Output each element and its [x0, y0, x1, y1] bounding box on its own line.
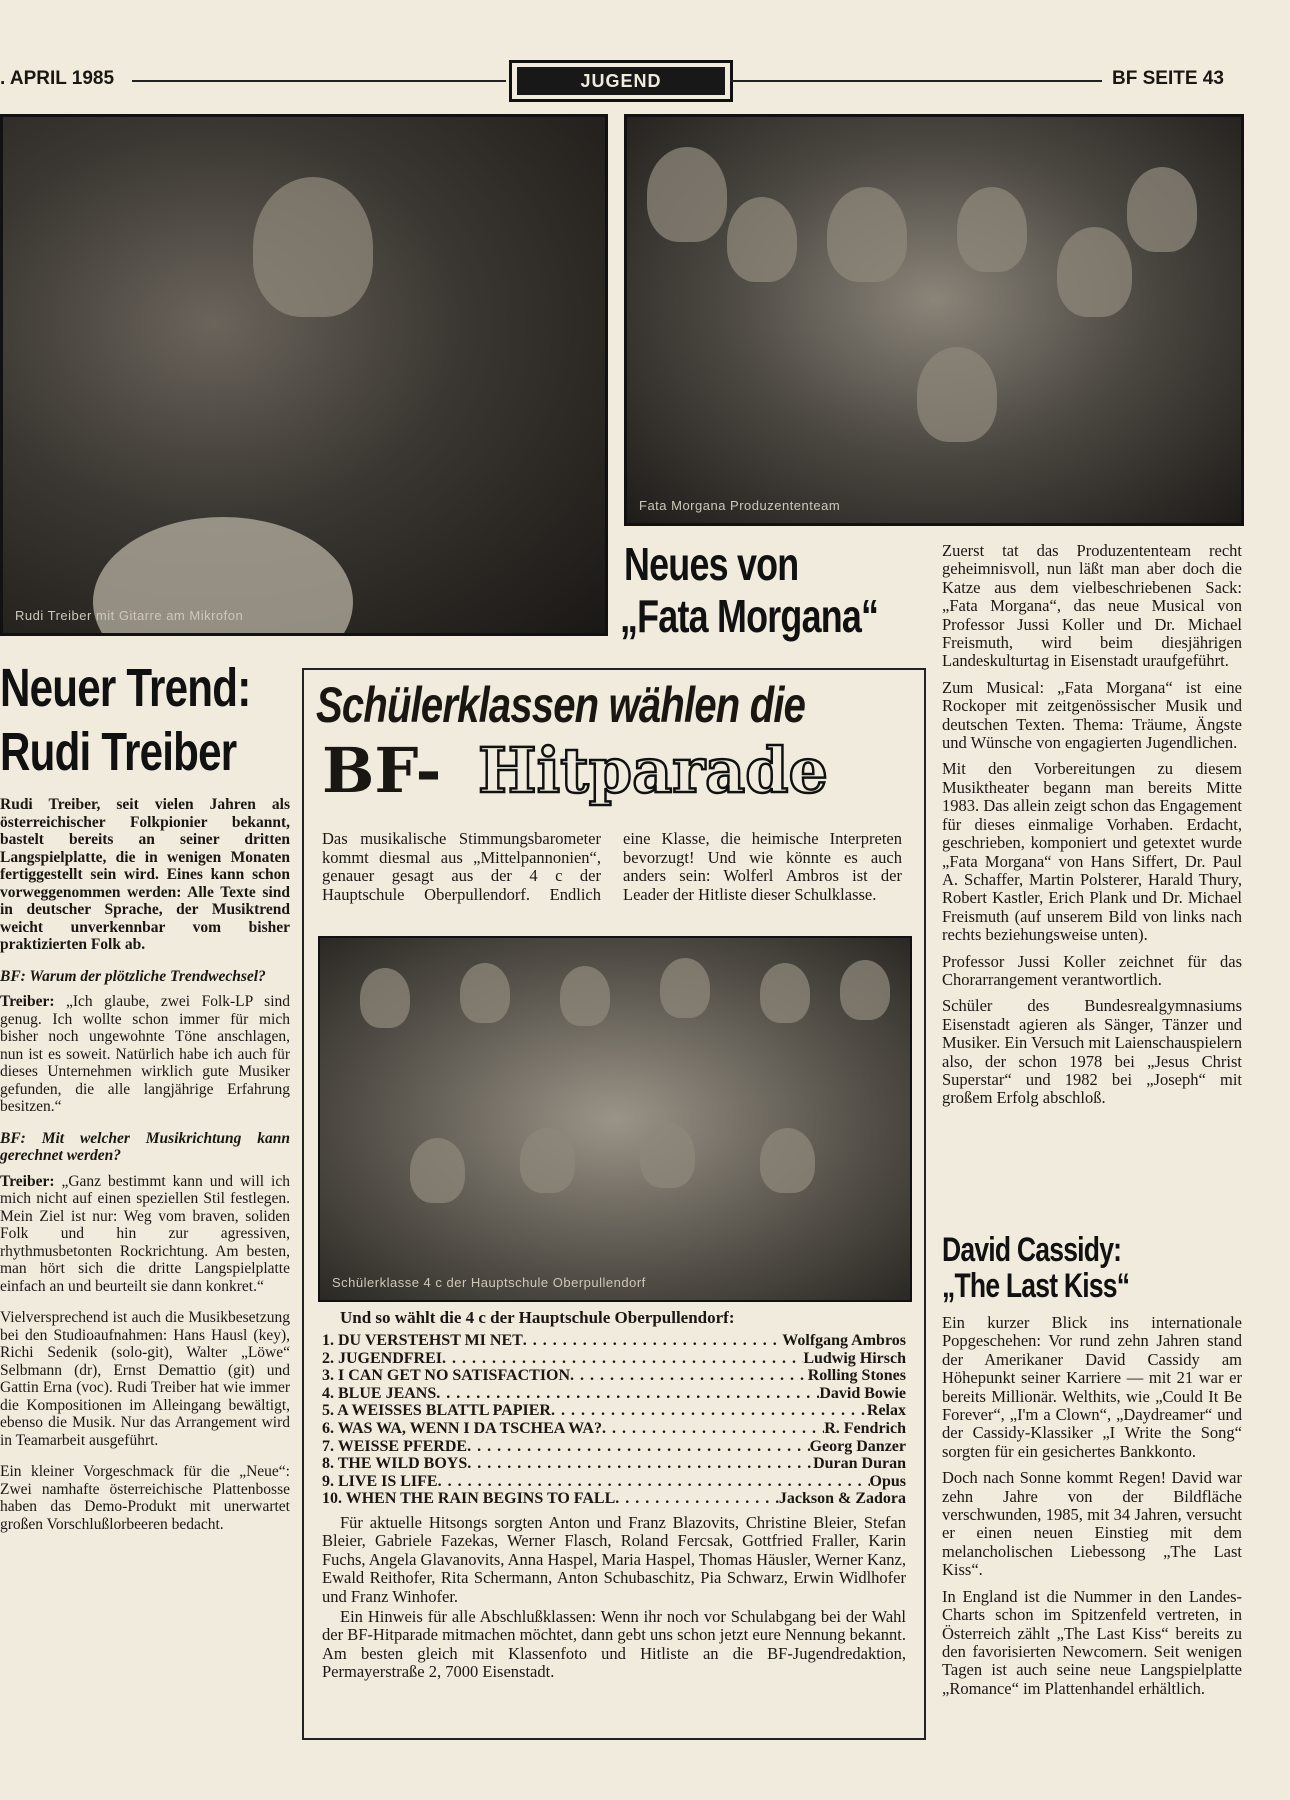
leader-dots: [467, 1438, 810, 1456]
song-title: 5. A WEISSES BLATTL PAPIER: [322, 1402, 551, 1420]
cassidy-paragraph: In England ist die Nummer in den Landes-Charts schon im Spitzenfeld vertreten, in Österreich zählt „The Last Kiss“ bereits zu den favorisierten Newcomern. Seit wenigen Tagen ist auch seine neue Langspielplatte „Romance“ im Plattenhandel erhältlich.: [942, 1586, 1242, 1698]
hitlist-row: [322, 1402, 906, 1420]
hitlist-row: [322, 1332, 906, 1350]
singer-figure: [253, 177, 373, 317]
treiber-lead: Rudi Treiber, seit vielen Jahren als österreichischer Folkpionier bekannt, bastelt bereits an seiner dritten Langspielplatte, die in wenigen Monaten fertiggestellt sein wird. Eines kann schon vorweggenommen werden: Alle Texte sind in deutscher Sprache, der Musiktrend weicht unverkennbar vom bisher praktizierten Folk ab.: [0, 796, 290, 953]
leader-dots: [523, 1332, 782, 1350]
fata-paragraph: Zum Musical: „Fata Morgana“ ist eine Rockoper mit zeitgenössischer Musik und deutschen Texten. Thema: Träume, Ängste und Wünsche von engagierten Jugendlichen.: [942, 677, 1242, 753]
band-member-7: [917, 347, 997, 442]
student-figure: [460, 963, 510, 1023]
cassidy-headline-line2: „The Last Kiss“: [942, 1267, 1130, 1305]
hitparade-title-line1: Schülerklassen wählen die: [316, 677, 806, 733]
student-figure: [560, 966, 610, 1026]
hitlist-row: [322, 1420, 906, 1438]
student-figure: [660, 958, 710, 1018]
hitlist-row: [322, 1490, 906, 1508]
song-title: 10. WHEN THE RAIN BEGINS TO FALL: [322, 1490, 616, 1508]
treiber-answer-1: [0, 993, 290, 1116]
section-label: JUGEND: [517, 67, 725, 95]
student-figure: [640, 1123, 695, 1188]
section-label-box: [509, 60, 733, 102]
song-artist: David Bowie: [819, 1384, 906, 1402]
song-title: 6. WAS WA, WENN I DA TSCHEA WA?: [322, 1419, 602, 1437]
header-date: . APRIL 1985: [0, 68, 115, 89]
song-artist: R. Fendrich: [824, 1419, 906, 1437]
hitparade-title-bf: BF-: [322, 734, 442, 807]
leader-dots: [467, 1455, 813, 1473]
band-member-5: [1057, 227, 1132, 317]
song-title: 3. I CAN GET NO SATISFACTION: [322, 1367, 571, 1385]
treiber-paragraph: Ein kleiner Vorgeschmack für die „Neue“: Zwei namhafte österreichische Plattenbosse haben das Demo-Produkt mit unerwartet großen Vorschlußlorbeeren bedacht.: [0, 1463, 290, 1533]
fata-paragraph: Zuerst tat das Produzententeam recht geheimnisvoll, nun läßt man aber doch die Katze aus dem vielbeschriebenen Sack: „Fata Morgana“, das neue Musical von Professor Jussi Koller und Dr. Michael Freismuth, wird beim diesjährigen Landeskulturtag in Eisenstadt uraufgeführt.: [942, 541, 1242, 671]
class-photo-caption: Schülerklasse 4 c der Hauptschule Oberpullendorf: [332, 1275, 646, 1290]
hitlist-title: Und so wählt die 4 c der Hauptschule Oberpullendorf:: [340, 1308, 735, 1327]
leader-dots: [438, 1473, 870, 1491]
band-member-1: [647, 147, 727, 242]
fata-paragraph: Mit den Vorbereitungen zu diesem Musiktheater begann man bereits Mitte 1983. Das allein zeigt schon das Engagement für dieses einmalige Vorhaben. Erdacht, geschrieben, komponiert und getextet wurde „Fata Morgana“ von Hans Siffert, Dr. Paul A. Schaffer, Martin Polsterer, Harald Thury, Robert Kastler, Erich Plank und Dr. Michael Freismuth (auf unserem Bild von links nach rechts beziehungsweise unten).: [942, 759, 1242, 945]
hitparade-footer: [322, 1514, 906, 1682]
song-artist: Opus: [869, 1472, 906, 1490]
treiber-headline-line2: Rudi Treiber: [0, 722, 237, 782]
cassidy-paragraph: Doch nach Sonne kommt Regen! David war zehn Jahre von der Bildfläche verschwunden, 1985, mit 34 Jahren, versucht er einen neuen Einstieg mit dem melancholischen Liebessong „The Last Kiss“.: [942, 1468, 1242, 1580]
band-member-2: [727, 197, 797, 282]
student-figure: [760, 963, 810, 1023]
band-member-6: [1127, 167, 1197, 252]
leader-dots: [442, 1350, 803, 1368]
fata-headline-line1: Neues von: [624, 538, 799, 590]
song-artist: Wolfgang Ambros: [782, 1332, 906, 1349]
singer-photo-caption: Rudi Treiber mit Gitarre am Mikrofon: [15, 608, 244, 623]
band-member-4: [957, 187, 1027, 272]
hitlist-row: [322, 1367, 906, 1385]
hitlist-row: [322, 1473, 906, 1491]
treiber-answer-2: [0, 1173, 290, 1296]
leader-dots: [615, 1490, 779, 1508]
song-artist: Ludwig Hirsch: [803, 1349, 906, 1367]
hitparade-credits: Für aktuelle Hitsongs sorgten Anton und Franz Blazovits, Christine Bleier, Stefan Bleier, Gabriele Fazekas, Werner Flasch, Roland Fercsak, Gottfried Fraller, Karin Fuchs, Angela Glavanovits, Anna Haspel, Maria Haspel, Thomas Häusler, Werner Kanz, Ewald Reithofer, Rita Schermann, Anton Schubaschitz, Pia Schwarz, Erwin Widlhofer und Franz Winhofer.: [322, 1513, 906, 1606]
singer-photo: [0, 114, 608, 636]
hitparade-title-hit: Hitparade: [478, 734, 828, 807]
hitparade-intro: Das musikalische Stimmungsbarometer kommt diesmal aus „Mittelpannonien“, genauer gesagt aus der 4 c der Hauptschule Oberpullendorf. Endlich eine Klasse, die heimische Interpreten bevorzugt! Und wie könnte es auch anders sein: Wolferl Ambros ist der Leader der Hitliste dieser Schulklasse.: [322, 829, 902, 904]
fata-article: [942, 542, 1242, 1108]
fata-paragraph: Professor Jussi Koller zeichnet für das Chorarrangement verantwortlich.: [942, 951, 1242, 989]
hitlist-row: [322, 1455, 906, 1473]
header-rule-left: [132, 80, 506, 82]
treiber-question-2: BF: Mit welcher Musikrichtung kann gerechnet werden?: [0, 1129, 290, 1164]
student-figure: [760, 1128, 815, 1193]
student-figure: [360, 968, 410, 1028]
song-artist: Duran Duran: [813, 1455, 906, 1473]
treiber-article: [0, 796, 290, 1533]
song-title: 8. THE WILD BOYS: [322, 1455, 468, 1473]
cassidy-article: [942, 1314, 1242, 1698]
answer-text: „Ganz bestimmt kann und will ich mich nicht auf einen speziellen Stil festlegen. Mein Ziel ist nur: Weg vom braven, soliden Folk und hin zur agressiven, rhythmusbetonten Rockrichtung. Am besten, man hört sich die dritte Langspielplatte einfach an und beurteilt sie dann konkret.“: [0, 1172, 290, 1295]
song-artist: Georg Danzer: [809, 1437, 906, 1455]
fata-paragraph: Schüler des Bundesrealgymnasiums Eisenstadt agieren als Sänger, Tänzer und Musiker. Ein Versuch mit Laienschauspielern also, der schon 1978 bei „Jesus Christ Superstar“ und 1982 bei „Joseph“ mit großem Erfolg abschloß.: [942, 996, 1242, 1108]
cassidy-paragraph: Ein kurzer Blick ins internationale Popgeschehen: Vor rund zehn Jahren stand der Amerikaner David Cassidy am Höhepunkt seiner Karriere — mit 21 war er bereits Millionär. Welthits, wie „Could It Be Forever“, „I'm a Clown“, „Daydreamer“ und der Cassidy-Klassiker „I Write the Song“ sorgten für ein gesichertes Bankkonto.: [942, 1313, 1242, 1461]
song-title: 4. BLUE JEANS: [322, 1384, 437, 1402]
song-artist: Jackson & Zadora: [778, 1490, 906, 1508]
hitlist-row: [322, 1350, 906, 1368]
song-artist: Relax: [866, 1402, 906, 1420]
band-photo-caption: Fata Morgana Produzententeam: [639, 498, 841, 513]
treiber-paragraph: Vielversprechend ist auch die Musikbesetzung bei den Studioaufnahmen: Hans Hausl (key), Richi Sedenik (solo-git), Walter „Löwe“ Selbmann (dr), Ernst Demattio (git) und Gattin Erna (voc). Rudi Treiber hat wie immer die Kompositionen im Alleingang bewältigt, ebenso die Musik. Nur das Arrangement wird in Teamarbeit ausgeführt.: [0, 1309, 290, 1449]
answer-label: Treiber:: [0, 993, 55, 1010]
song-title: 7. WEISSE PFERDE: [322, 1437, 468, 1455]
treiber-question-1: BF: Warum der plötzliche Trendwechsel?: [0, 967, 266, 985]
band-photo: [624, 114, 1244, 526]
fata-headline-line2: „Fata Morgana“: [620, 590, 879, 642]
answer-label: Treiber:: [0, 1172, 55, 1190]
leader-dots: [551, 1402, 867, 1420]
hitlist: [322, 1332, 906, 1508]
hitlist-row: [322, 1438, 906, 1456]
class-photo: [318, 936, 912, 1302]
student-figure: [840, 960, 890, 1020]
student-figure: [520, 1128, 575, 1193]
hitlist-row: [322, 1385, 906, 1403]
header-rule-right: [730, 80, 1102, 82]
leader-dots: [602, 1420, 824, 1438]
leader-dots: [570, 1367, 808, 1385]
song-title: 1. DU VERSTEHST MI NET: [322, 1332, 523, 1349]
song-title: 9. LIVE IS LIFE: [322, 1472, 438, 1490]
cassidy-headline-line1: David Cassidy:: [942, 1231, 1122, 1269]
song-title: 2. JUGENDFREI: [322, 1349, 443, 1367]
song-artist: Rolling Stones: [807, 1367, 906, 1385]
treiber-headline-line1: Neuer Trend:: [0, 658, 251, 718]
answer-text: „Ich glaube, zwei Folk-LP sind genug. Ich wollte schon immer für mich bisher noch ungewohnte Töne anschlagen, nun ist es soweit. Natürlich habe ich auch für dieses Unternehmen wirklich gute Musiker gefunden, die alle langjährige Erfahrung besitzen.“: [0, 993, 290, 1115]
student-figure: [410, 1138, 465, 1203]
header-page-number: BF SEITE 43: [1112, 68, 1224, 89]
leader-dots: [436, 1385, 819, 1403]
hitparade-note: Ein Hinweis für alle Abschlußklassen: Wenn ihr noch vor Schulabgang bei der Wahl der BF-Hitparade mitmachen möchtet, dann gebt uns schon jetzt eure Nennung bekannt. Am besten gleich mit Klassenfoto und Hitliste an die BF-Jugendredaktion, Permayerstraße 2, 7000 Eisenstadt.: [322, 1607, 906, 1682]
band-member-3: [827, 187, 907, 282]
